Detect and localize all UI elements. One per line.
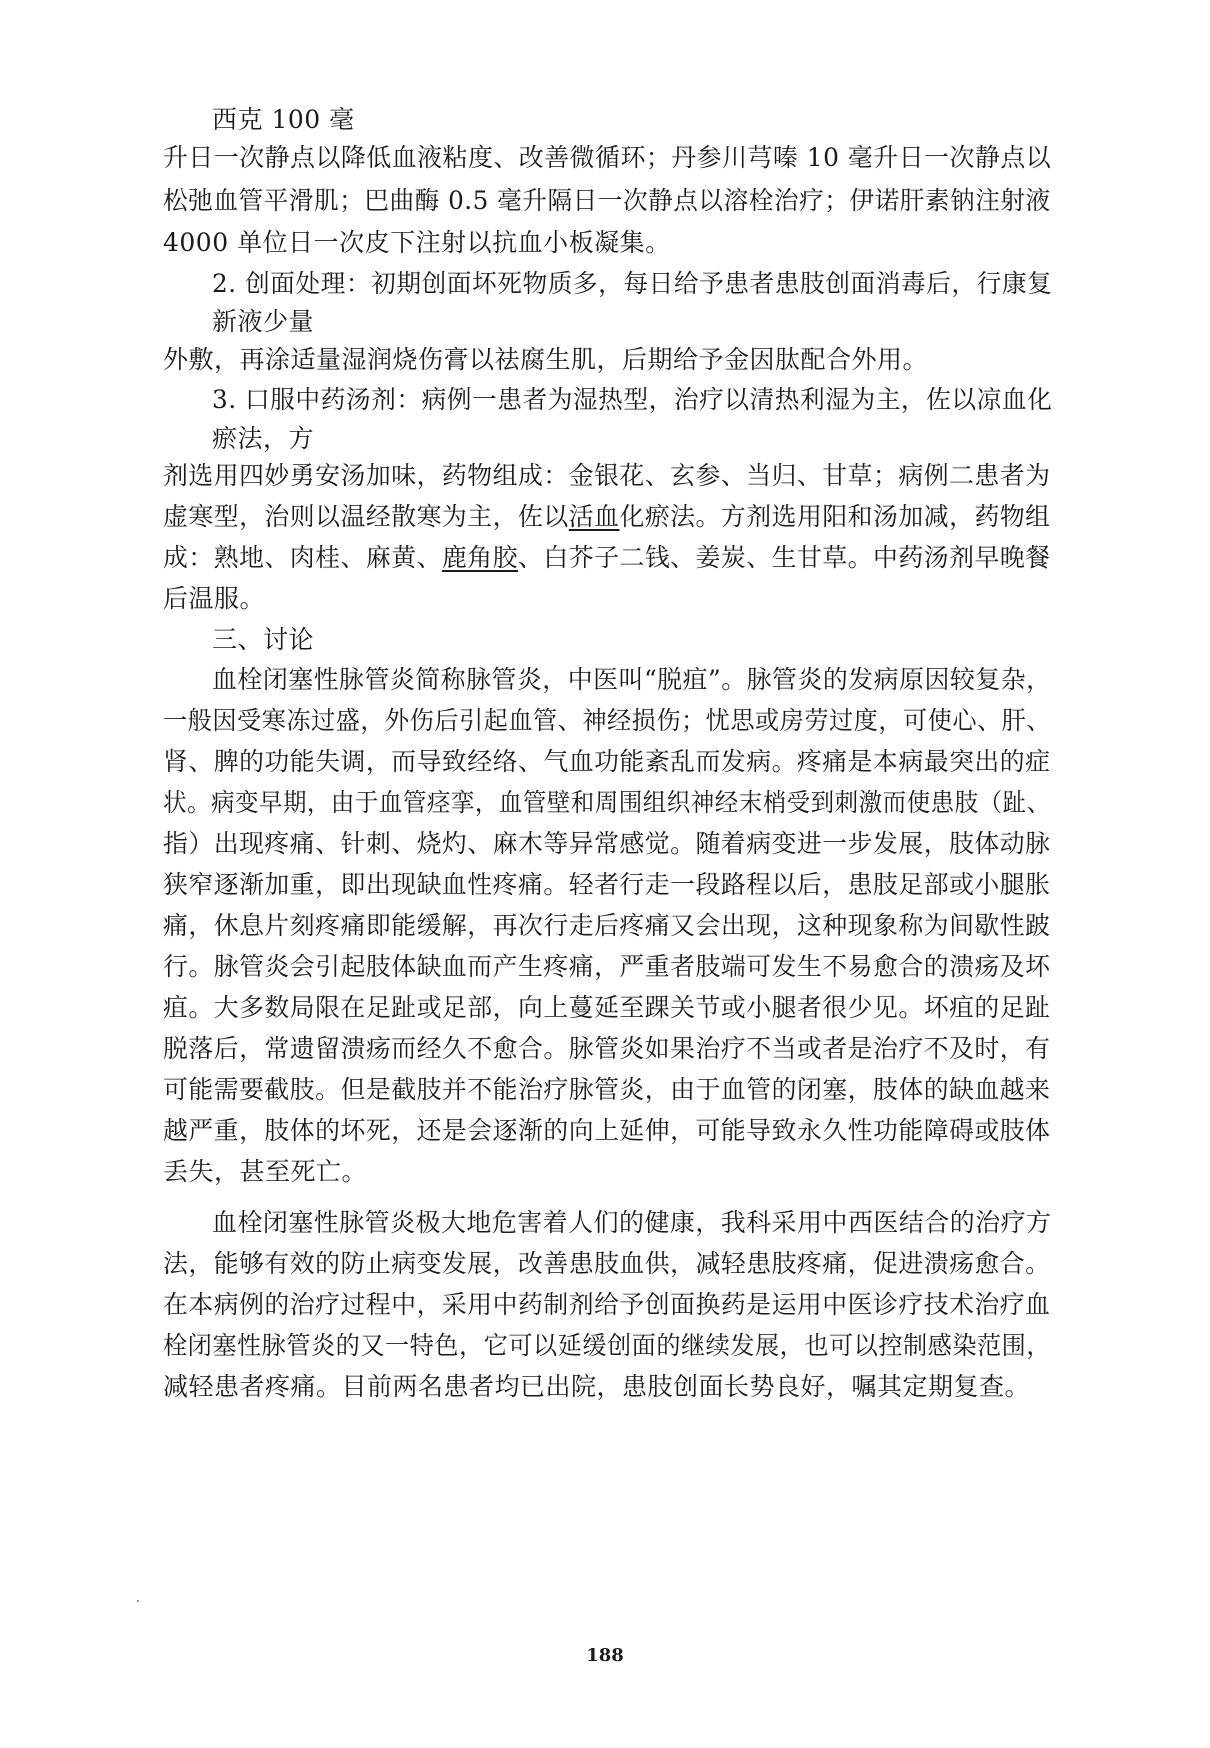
- line-12-part-1: 成：熟地、肉桂、麻黄、: [163, 543, 442, 572]
- line-27: 丢失，甚至死亡。: [163, 1157, 368, 1186]
- line-5: 2. 创面处理：初期创面坏死物质多，每日给予患者患肢创面消毒后，行康复: [212, 269, 1053, 298]
- line-29: 法，能够有效的防止病变发展，改善患肢血供，减轻患肢疼痛，促进溃疡愈合。: [163, 1249, 1051, 1278]
- section-heading-discussion: 三、讨论: [212, 625, 315, 654]
- line-10: 剂选用四妙勇安汤加味，药物组成：金银花、玄参、当归、甘草；病例二患者为: [163, 461, 1051, 490]
- underlined-term-lujiaojiao: 鹿角胶: [441, 543, 519, 572]
- line-11-part-2: 化瘀法。方剂选用阳和汤加减，药物组: [619, 502, 1051, 531]
- line-17: 肾、脾的功能失调，而导致经络、气血功能紊乱而发病。疼痛是本病最突出的症: [163, 747, 1051, 776]
- line-18: 状。病变早期，由于血管痉挛，血管壁和周围组织神经末梢受到刺激而使患肢（趾、: [163, 788, 1051, 817]
- line-8: 3. 口服中药汤剂：病例一患者为湿热型，治疗以清热利湿为主，佐以凉血化: [212, 385, 1053, 414]
- scan-artifact-dot: [137, 1600, 139, 1602]
- page-number: 188: [586, 1645, 624, 1666]
- line-31: 栓闭塞性脉管炎的又一特色，它可以延缓创面的继续发展，也可以控制感染范围，: [163, 1331, 1051, 1360]
- underlined-term-huoxue: 活血: [568, 502, 620, 531]
- line-7: 外敷，再涂适量湿润烧伤膏以祛腐生肌，后期给予金因肽配合外用。: [163, 345, 929, 374]
- line-21: 痛，休息片刻疼痛即能缓解，再次行走后疼痛又会出现，这种现象称为间歇性跛: [163, 911, 1051, 940]
- line-30: 在本病例的治疗过程中，采用中药制剂给予创面换药是运用中医诊疗技术治疗血: [163, 1290, 1051, 1319]
- line-11-part-1: 虚寒型，治则以温经散寒为主，佐以: [163, 502, 569, 531]
- line-15: 血栓闭塞性脉管炎简称脉管炎，中医叫“脱疽”。脉管炎的发病原因较复杂，: [212, 665, 1052, 694]
- line-2: 升日一次静点以降低血液粘度、改善微循环；丹参川芎嗪 10 毫升日一次静点以: [163, 143, 1052, 172]
- line-19: 指）出现疼痛、针刺、烧灼、麻木等异常感觉。随着病变进一步发展，肢体动脉: [163, 829, 1051, 858]
- line-4: 4000 单位日一次皮下注射以抗血小板凝集。: [163, 228, 671, 257]
- line-6: 新液少量: [212, 307, 315, 336]
- line-23: 疽。大多数局限在足趾或足部，向上蔓延至踝关节或小腿者很少见。坏疽的足趾: [163, 993, 1051, 1022]
- line-12-part-2: 、白芥子二钱、姜炭、生甘草。中药汤剂早晚餐: [518, 543, 1051, 572]
- line-9: 瘀法，方: [212, 424, 315, 453]
- line-16: 一般因受寒冻过盛，外伤后引起血管、神经损伤；忧思或房劳过度，可使心、肝、: [163, 706, 1051, 735]
- line-13: 后温服。: [163, 584, 266, 613]
- line-25: 可能需要截肢。但是截肢并不能治疗脉管炎，由于血管的闭塞，肢体的缺血越来: [163, 1075, 1051, 1104]
- line-22: 行。脉管炎会引起肢体缺血而产生疼痛，严重者肢端可发生不易愈合的溃疡及坏: [163, 952, 1051, 981]
- line-12: [163, 537, 1051, 579]
- line-26: 越严重，肢体的坏死，还是会逐渐的向上延伸，可能导致永久性功能障碍或肢体: [163, 1116, 1051, 1145]
- line-3: 松弛血管平滑肌；巴曲酶 0.5 毫升隔日一次静点以溶栓治疗；伊诺肝素钠注射液: [163, 186, 1051, 215]
- line-11: [163, 496, 1051, 538]
- line-20: 狭窄逐渐加重，即出现缺血性疼痛。轻者行走一段路程以后，患肢足部或小腿胀: [163, 870, 1051, 899]
- line-24: 脱落后，常遗留溃疡而经久不愈合。脉管炎如果治疗不当或者是治疗不及时，有: [163, 1034, 1051, 1063]
- line-32: 减轻患者疼痛。目前两名患者均已出院，患肢创面长势良好，嘱其定期复查。: [163, 1372, 1031, 1401]
- line-28: 血栓闭塞性脉管炎极大地危害着人们的健康，我科采用中西医结合的治疗方: [212, 1208, 1052, 1237]
- line-1: 西克 100 毫: [212, 105, 355, 134]
